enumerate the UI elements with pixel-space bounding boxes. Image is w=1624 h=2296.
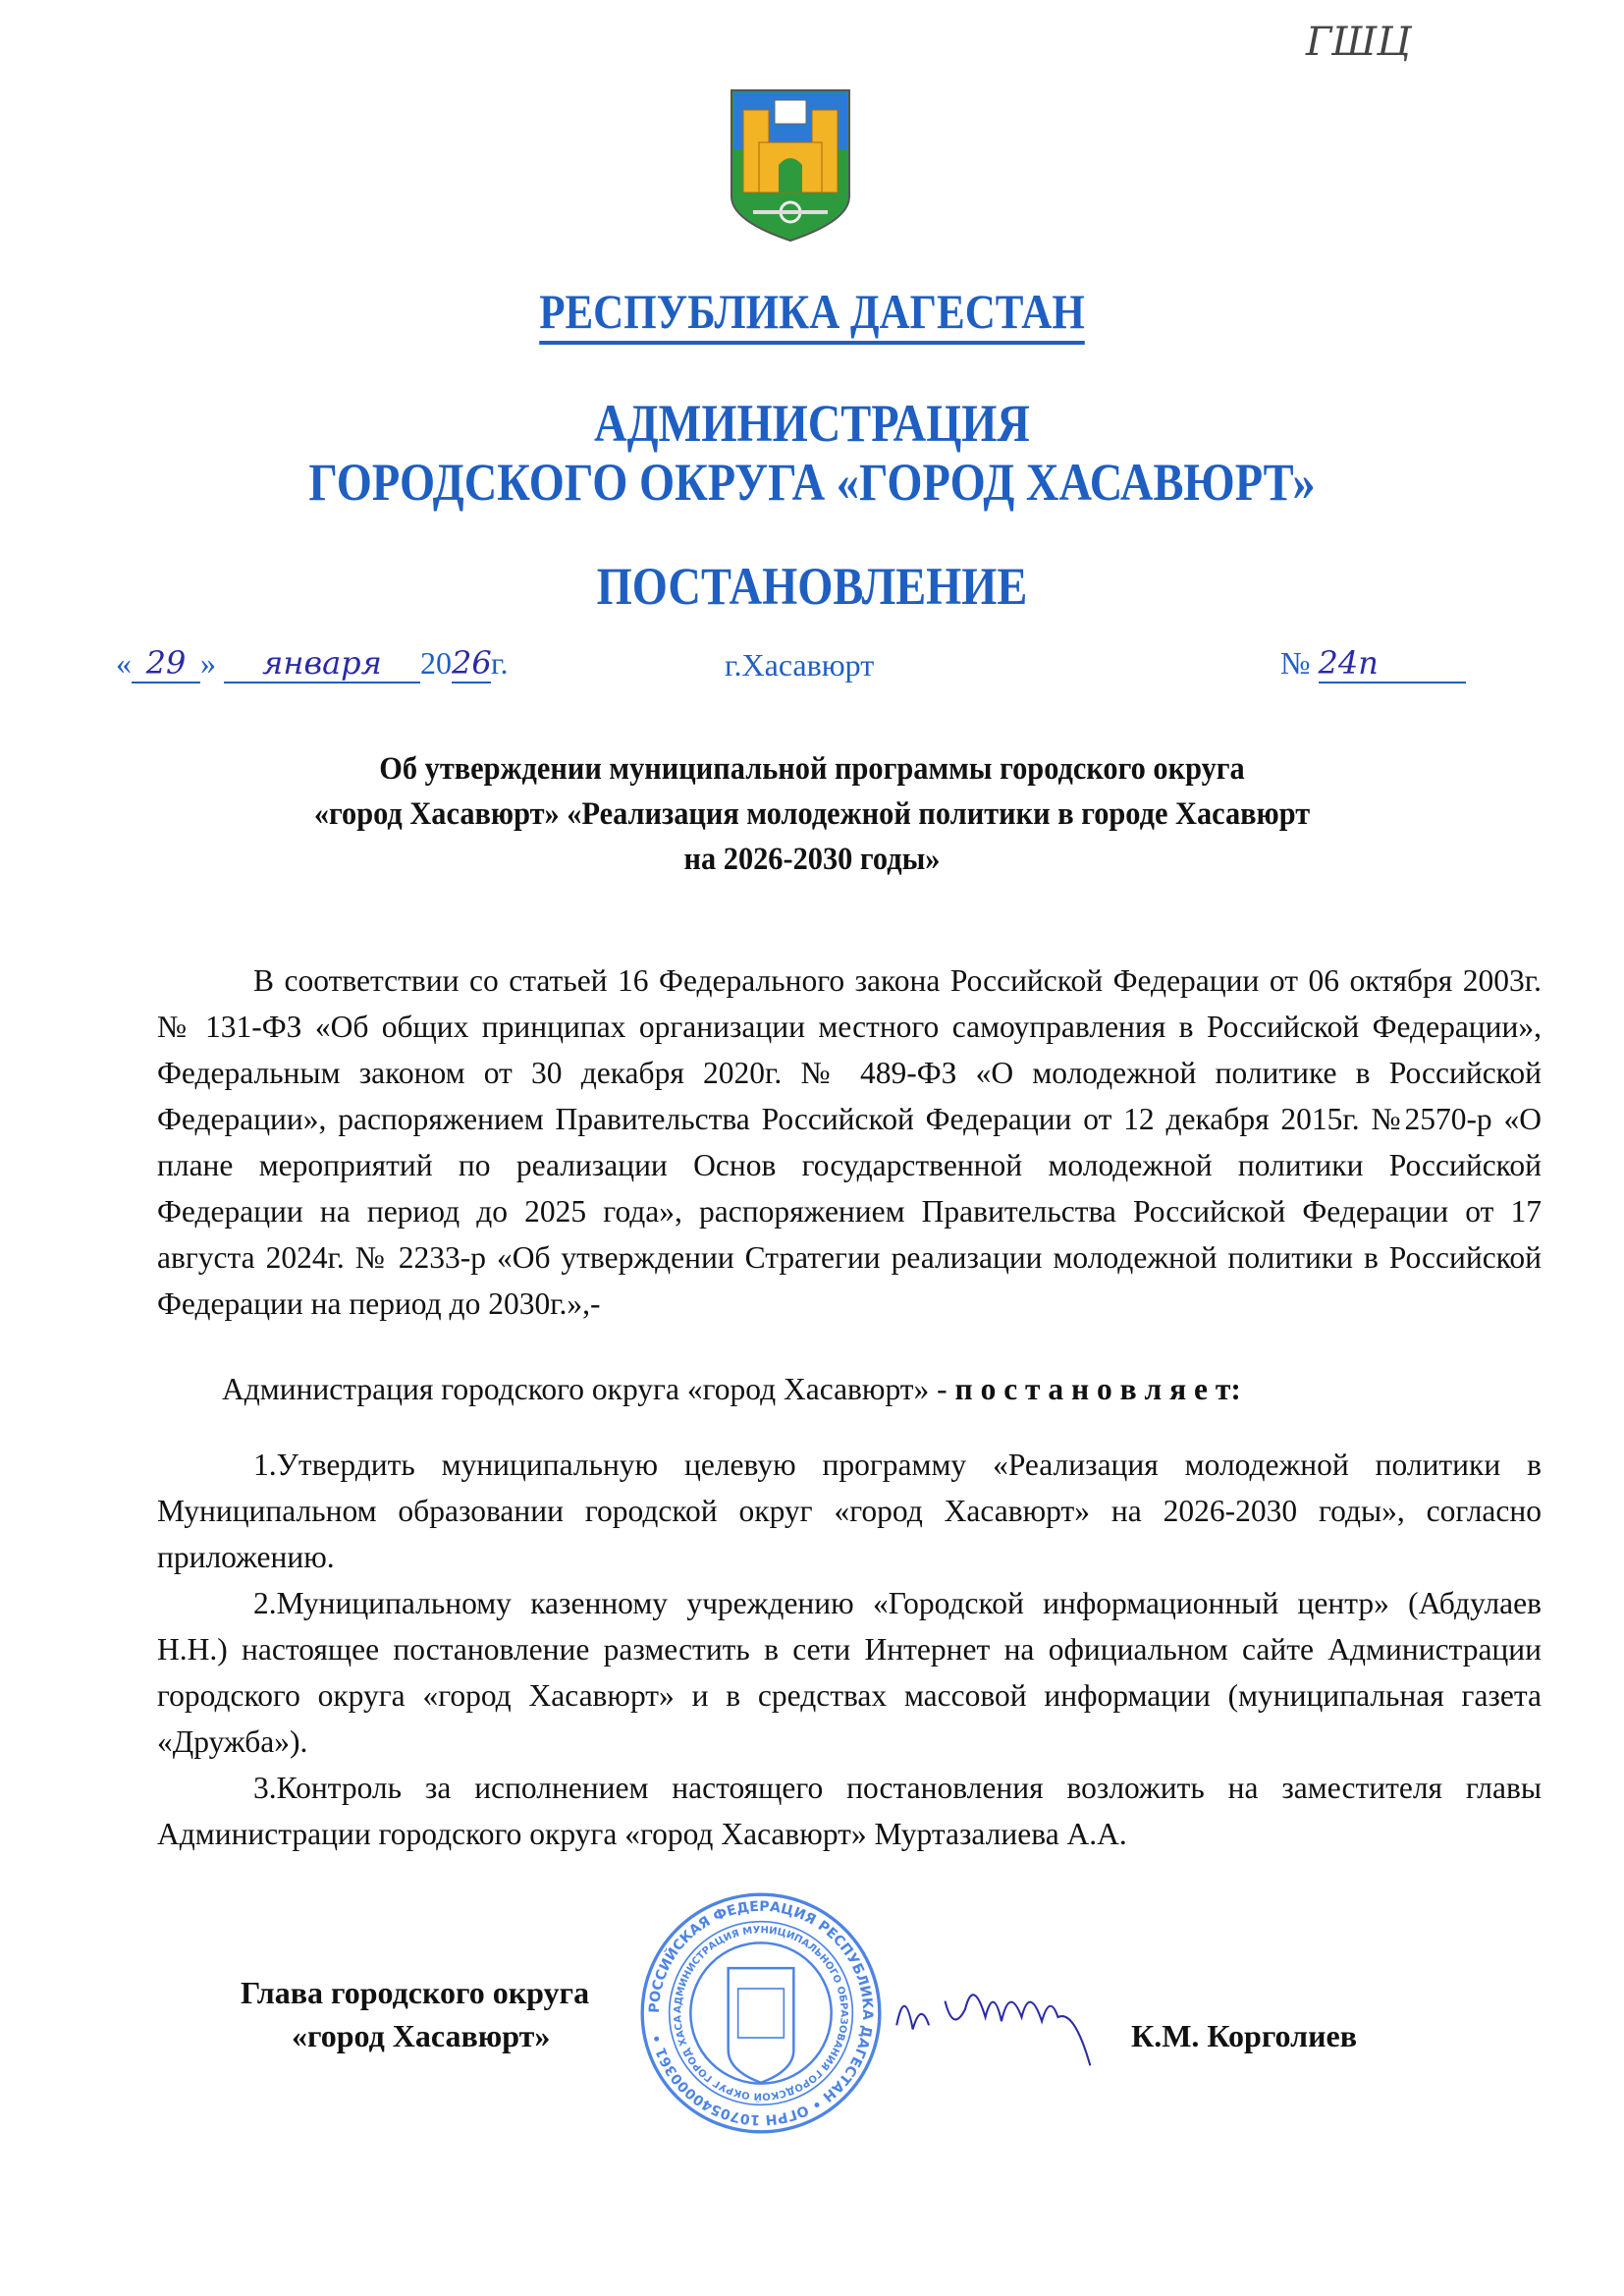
quote: «	[116, 645, 132, 681]
date-line	[116, 638, 1471, 687]
quote: »	[200, 645, 216, 681]
republic-heading: РЕСПУБЛИКА ДАГЕСТАН	[539, 284, 1085, 345]
resolves-subject: Администрация городского округа «город Хасавюрт» -	[222, 1372, 955, 1406]
city: г.Хасавюрт	[725, 647, 875, 683]
title-line: Об утверждении муниципальной программы городского округа	[379, 751, 1245, 787]
year-prefix: 20	[420, 645, 452, 681]
title-line: «город Хасавюрт» «Реализация молодежной политики в городе Хасавюрт	[313, 796, 1311, 832]
stamp-inner-text: АДМИНИСТРАЦИЯ МУНИЦИПАЛЬНОГО ОБРАЗОВАНИЯ ГОРОДСКОЙ ОКРУГ ГОРОД ХАСА	[673, 1925, 849, 2102]
administration-heading: АДМИНИСТРАЦИЯ	[594, 394, 1030, 453]
document-title	[65, 746, 1559, 882]
year-suffix: 26	[452, 644, 492, 682]
administration-subheading: ГОРОДСКОГО ОКРУГА «ГОРОД ХАСАВЮРТ»	[308, 453, 1316, 512]
date-day: 29	[132, 644, 200, 683]
stamp-outer-text: РОССИЙСКАЯ ФЕДЕРАЦИЯ РЕСПУБЛИКА ДАГЕСТАН • ОГРН 1070540000361 •	[646, 1898, 876, 2128]
item-paragraph: 3.Контроль за исполнением настоящего постановления возложить на заместителя главы Администрации городского округа «город Хасавюрт» Муртазалиева А.А.	[157, 1771, 1542, 1851]
number-label: №	[1280, 645, 1311, 681]
handwritten-note: ГШЦ	[1306, 20, 1412, 65]
signatory-position: «город Хасавюрт»	[292, 2018, 551, 2053]
official-stamp	[638, 1890, 884, 2136]
signatory-position: Глава городского округа	[241, 1975, 590, 2010]
document-body	[157, 957, 1542, 2136]
document-type-heading: ПОСТАНОВЛЕНИЕ	[596, 557, 1028, 616]
year-unit: г.	[491, 645, 509, 681]
signature-block	[157, 1890, 1542, 2136]
item-paragraph: 2.Муниципальному казенному учреждению «Городской информационный центр» (Абдулаев Н.Н.) настоящее постановление разместить в сети Интернет на официальном сайте Администрации городского округа «город Хасавюрт» и в средствах массовой информации (муниципальная газета «Дружба»).	[157, 1586, 1542, 1759]
coat-of-arms-icon	[730, 88, 851, 243]
document-number: 24п	[1319, 644, 1466, 683]
resolves-verb: п о с т а н о в л я е т:	[954, 1372, 1241, 1406]
preamble-paragraph: В соответствии со статьей 16 Федерального закона Российской Федерации от 06 октября 2003г. № 131-ФЗ «Об общих принципах организации местного самоуправления в Российской Федерации», Федеральным законом от 30 декабря 2020г. № 489-ФЗ «О молодежной политике в Российской Федерации», распоряжением Правительства Российской Федерации от 12 декабря 2015г. №2570-р «О плане мероприятий по реализации Основ государственной молодежной политики Российской Федерации на период до 2025 года», распоряжением Правительства Российской Федерации от 17 августа 2024г. № 2233-р «Об утверждении Стратегии реализации молодежной политики в Российской Федерации на период до 2030г.»,-	[157, 963, 1542, 1321]
handwritten-signature	[889, 1940, 1114, 2087]
date-month: января	[224, 644, 420, 683]
item-paragraph: 1.Утвердить муниципальную целевую программу «Реализация молодежной политики в Муниципальном образовании городской округ «город Хасавюрт» на 2026-2030 годы», согласно приложению.	[157, 1448, 1542, 1574]
signatory-name: К.М. Корголиев	[1131, 2018, 1357, 2053]
title-line: на 2026-2030 годы»	[683, 842, 941, 877]
resolves-paragraph	[157, 1366, 1542, 1412]
